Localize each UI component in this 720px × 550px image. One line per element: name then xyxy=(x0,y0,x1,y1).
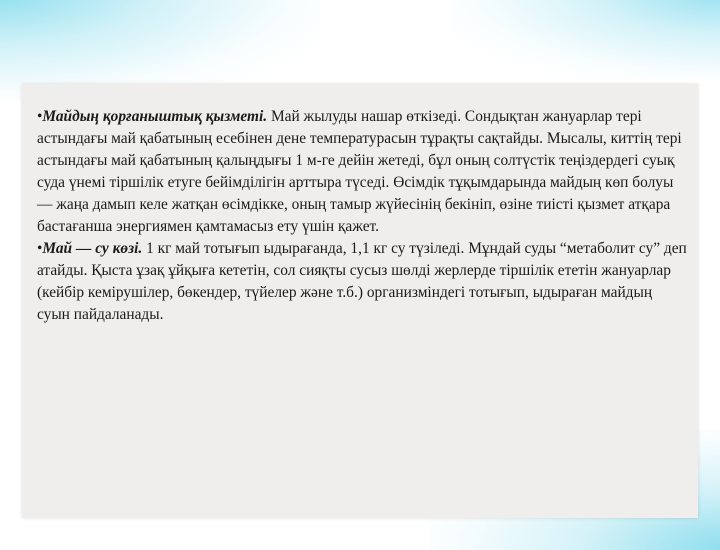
paragraph-text: Май жылуды нашар өткізеді. Сондықтан жануарлар тері астындағы май қабатының есебінен дене температурасын тұрақты сақтайды. Мысалы, киттің тері астындағы май қабатының қалыңдығы 1 м-ге дейін жетеді, бұл оның солтүстік теңіздердегі суық суда үнемі тіршілік етуге бейімділігін арттыра түседі. Өсімдік тұқымдарында майдың көп болуы — жаңа дамып келе жатқан өсімдікке, оның тамыр жүйесінің бекініп, өзіне тиісті қызмет атқара бастағанша энергиямен қамтамасыз ету үшін қажет. xyxy=(37,108,682,235)
decor-corner-top-right xyxy=(450,0,720,80)
paragraph-fat-protective-function xyxy=(37,106,687,238)
text-body xyxy=(37,106,687,326)
bullet: • xyxy=(37,240,43,257)
bullet: • xyxy=(37,108,43,125)
paragraph-heading: Май — су көзі. xyxy=(42,240,143,257)
paragraph-heading: Майдың қорғаныштық қызметі. xyxy=(42,108,268,125)
paragraph-text: 1 кг май тотығып ыдырағанда, 1,1 кг су түзіледі. Мұндай суды “метаболит су” деп атайды. Қыста ұзақ ұйқыға кететін, сол сияқты сусыз шөлді жерлерде тіршілік ететін жануарлар (кейбір кемірушілер, бөкендер, түйелер және т.б.) организміндегі тотығып, ыдыраған майдың суын пайдаланады. xyxy=(37,240,687,323)
paragraph-fat-water-source xyxy=(37,238,687,326)
